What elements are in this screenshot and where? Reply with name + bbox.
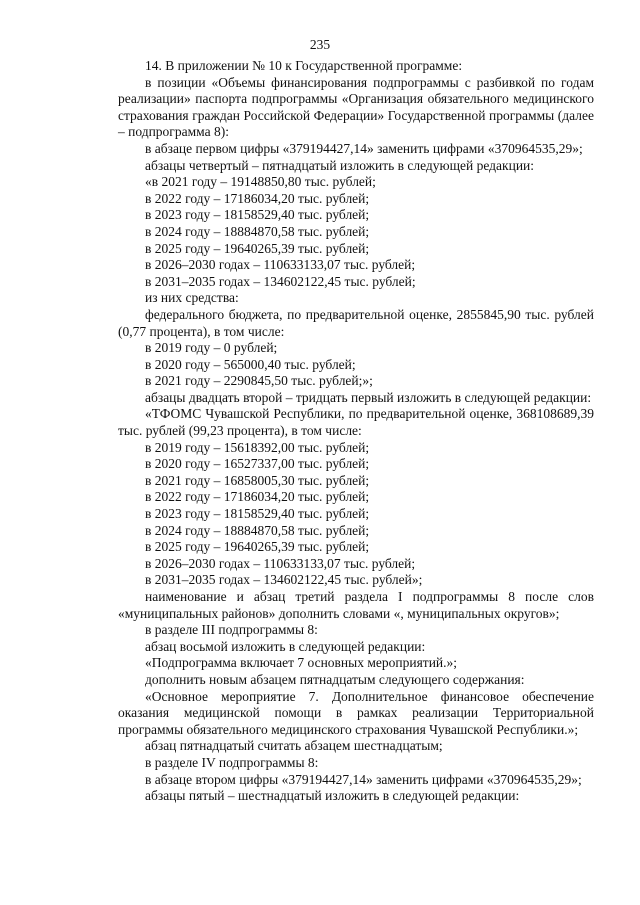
paragraph: в абзаце втором цифры «379194427,14» заменить цифрами «370964535,29»; (145, 771, 582, 787)
paragraph: в 2024 году – 18884870,58 тыс. рублей; (145, 522, 370, 538)
paragraph: абзацы четвертый – пятнадцатый изложить в следующей редакции: (145, 157, 535, 173)
paragraph: в 2020 году – 565000,40 тыс. рублей; (145, 356, 356, 372)
paragraph: «ТФОМС Чувашской Республики, по предварительной оценке, 368108689,39 тыс. рублей (99,23 процента), в том числе: (118, 406, 594, 439)
paragraph: в разделе IV подпрограммы 8: (145, 754, 319, 770)
paragraph: из них средства: (145, 290, 239, 306)
paragraph: в 2022 году – 17186034,20 тыс. рублей; (145, 190, 370, 206)
paragraph: в 2023 году – 18158529,40 тыс. рублей; (145, 506, 370, 522)
paragraph: в 2024 году – 18884870,58 тыс. рублей; (145, 223, 370, 239)
paragraph: 14. В приложении № 10 к Государственной программе: (145, 58, 463, 73)
paragraph: в 2025 году – 19640265,39 тыс. рублей; (145, 539, 370, 555)
paragraph: в 2031–2035 годах – 134602122,45 тыс. рублей»; (145, 572, 423, 588)
paragraph: абзацы пятый – шестнадцатый изложить в следующей редакции: (145, 788, 520, 804)
paragraph: абзацы двадцать второй – тридцать первый изложить в следующей редакции: (145, 389, 592, 405)
paragraph: «в 2021 году – 19148850,80 тыс. рублей; (145, 174, 376, 190)
paragraph: в абзаце первом цифры «379194427,14» заменить цифрами «370964535,29»; (145, 140, 583, 156)
paragraph: в 2019 году – 15618392,00 тыс. рублей; (145, 439, 370, 455)
paragraph: в позиции «Объемы финансирования подпрограммы с разбивкой по годам реализации» паспорта подпрограммы «Организация обязательного медицинского страхования граждан Российской Федерации» Государственной программы (далее – подпрограмма 8): (118, 74, 594, 140)
paragraph: в разделе III подпрограммы 8: (145, 622, 318, 638)
paragraph: в 2021 году – 2290845,50 тыс. рублей;»; (145, 373, 373, 389)
paragraph: в 2020 году – 16527337,00 тыс. рублей; (145, 456, 370, 472)
paragraph: в 2026–2030 годах – 110633133,07 тыс. рублей; (145, 257, 416, 273)
document-body (118, 58, 594, 805)
paragraph: «Подпрограмма включает 7 основных мероприятий.»; (145, 655, 458, 671)
paragraph: в 2023 году – 18158529,40 тыс. рублей; (145, 207, 370, 223)
page-number: 235 (309, 37, 331, 52)
paragraph: «Основное мероприятие 7. Дополнительное финансовое обеспечение оказания медицинской помощи в рамках реализации Территориальной программы обязательного медицинского страхования Чувашской Республики.»; (118, 688, 594, 737)
paragraph: дополнить новым абзацем пятнадцатым следующего содержания: (145, 671, 525, 687)
paragraph: в 2021 году – 16858005,30 тыс. рублей; (145, 472, 370, 488)
paragraph: в 2031–2035 годах – 134602122,45 тыс. рублей; (145, 273, 416, 289)
paragraph: в 2026–2030 годах – 110633133,07 тыс. рублей; (145, 555, 416, 571)
paragraph: федерального бюджета, по предварительной оценке, 2855845,90 тыс. рублей (0,77 процента), в том числе: (118, 306, 594, 339)
paragraph: в 2019 году – 0 рублей; (145, 340, 278, 356)
paragraph: в 2022 году – 17186034,20 тыс. рублей; (145, 489, 370, 505)
paragraph: абзац пятнадцатый считать абзацем шестнадцатым; (145, 738, 443, 754)
paragraph: в 2025 году – 19640265,39 тыс. рублей; (145, 240, 370, 256)
paragraph: абзац восьмой изложить в следующей редакции: (145, 638, 426, 654)
paragraph: наименование и абзац третий раздела I подпрограммы 8 после слов «муниципальных районов» дополнить словами «, муниципальных округов»; (118, 589, 594, 621)
